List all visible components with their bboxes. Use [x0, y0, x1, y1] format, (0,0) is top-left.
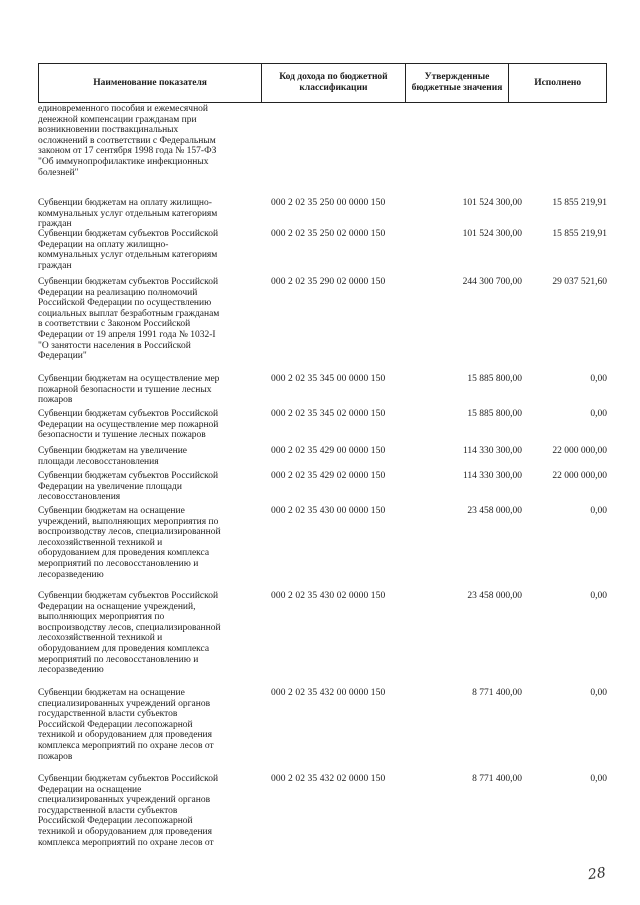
header-budget-code: Код дохода по бюджетной классификации: [262, 64, 406, 102]
row-budget-code: 000 2 02 35 429 02 0000 150: [271, 471, 386, 481]
table-body: [38, 104, 607, 854]
table-row: [38, 688, 607, 774]
row-executed-value: 15 855 219,91: [552, 198, 607, 208]
row-executed-value: 0,00: [590, 591, 607, 601]
row-executed-value: 0,00: [590, 774, 607, 784]
row-executed-value: 0,00: [590, 374, 607, 384]
row-indicator-name: Субвенции бюджетам на оплату жилищно- коммунальных услуг отдельным категориям граждан: [38, 198, 218, 230]
row-budget-code: 000 2 02 35 250 00 0000 150: [271, 198, 386, 208]
table-row: [38, 374, 607, 409]
row-executed-value: 0,00: [590, 409, 607, 419]
table-header: [38, 63, 607, 103]
header-indicator-name: Наименование показателя: [39, 64, 262, 102]
table-row: [38, 446, 607, 471]
table-row: [38, 591, 607, 688]
row-budget-code: 000 2 02 35 432 02 0000 150: [271, 774, 386, 784]
table-row: [38, 229, 607, 277]
row-executed-value: 0,00: [590, 506, 607, 516]
table-row: [38, 198, 607, 229]
row-executed-value: 0,00: [590, 688, 607, 698]
header-approved-values: Утвержденные бюджетные значения: [406, 64, 510, 102]
row-indicator-name: Субвенции бюджетам на осуществление мер пожарной безопасности и тушение лесных пожаров: [38, 374, 220, 406]
row-approved-value: 15 885 800,00: [467, 374, 522, 384]
row-approved-value: 101 524 300,00: [462, 229, 522, 239]
table-row: [38, 277, 607, 374]
table-row: [38, 409, 607, 446]
row-indicator-name: Субвенции бюджетам субъектов Российской Федерации на реализацию полномочий Российской Федерации по осуществлению социальных выплат безработным гражданам в соответствии с Законом Российской Федерации от 19 апреля 1991 года № 1032-I "О занятости населения в Российской Федерации": [38, 277, 220, 362]
row-indicator-name: Субвенции бюджетам на оснащение специализированных учреждений органов государственной власти субъектов Российской Федерации лесопожарной техникой и оборудованием для проведения комплекса мероприятий по охране лесов от пожаров: [38, 688, 214, 762]
row-approved-value: 15 885 800,00: [467, 409, 522, 419]
row-indicator-name: Субвенции бюджетам субъектов Российской Федерации на оплату жилищно- коммунальных услуг отдельным категориям граждан: [38, 229, 219, 271]
row-approved-value: 23 458 000,00: [467, 506, 522, 516]
row-indicator-name: Субвенции бюджетам субъектов Российской Федерации на оснащение учреждений, выполняющих мероприятия по воспроизводству лесов, специализированной лесохозяйственной техникой и оборудованием для проведения комплекса мероприятий по лесовосстановлению и лесоразведению: [38, 591, 221, 676]
row-budget-code: 000 2 02 35 432 00 0000 150: [271, 688, 386, 698]
row-approved-value: 23 458 000,00: [467, 591, 522, 601]
row-budget-code: 000 2 02 35 429 00 0000 150: [271, 446, 386, 456]
row-executed-value: 22 000 000,00: [552, 471, 607, 481]
table-row: [38, 506, 607, 591]
row-indicator-name: Субвенции бюджетам на увеличение площади лесовосстановления: [38, 446, 187, 467]
row-indicator-name: Субвенции бюджетам субъектов Российской Федерации на увеличение площади лесовосстановления: [38, 471, 219, 503]
row-approved-value: 8 771 400,00: [472, 774, 522, 784]
row-budget-code: 000 2 02 35 430 02 0000 150: [271, 591, 386, 601]
row-approved-value: 244 300 700,00: [462, 277, 522, 287]
row-indicator-name: Субвенции бюджетам субъектов Российской Федерации на оснащение специализированных учреждений органов государственной власти субъектов Российской Федерации лесопожарной техникой и оборудованием для проведения комплекса мероприятий по охране лесов от: [38, 774, 219, 848]
row-budget-code: 000 2 02 35 430 00 0000 150: [271, 506, 386, 516]
table-row: [38, 104, 607, 198]
row-budget-code: 000 2 02 35 345 00 0000 150: [271, 374, 386, 384]
row-executed-value: 22 000 000,00: [552, 446, 607, 456]
row-approved-value: 114 330 300,00: [462, 446, 522, 456]
row-budget-code: 000 2 02 35 290 02 0000 150: [271, 277, 386, 287]
row-budget-code: 000 2 02 35 345 02 0000 150: [271, 409, 386, 419]
page-number: 28: [586, 864, 607, 884]
row-approved-value: 114 330 300,00: [462, 471, 522, 481]
table-row: [38, 774, 607, 854]
row-executed-value: 15 855 219,91: [552, 229, 607, 239]
row-approved-value: 8 771 400,00: [472, 688, 522, 698]
header-executed: Исполнено: [534, 77, 582, 88]
row-budget-code: 000 2 02 35 250 02 0000 150: [271, 229, 386, 239]
row-executed-value: 29 037 521,60: [552, 277, 607, 287]
row-indicator-name: единовременного пособия и ежемесячной денежной компенсации гражданам при возникновении поствакцинальных осложнений в соответствии с Федеральным законом от 17 сентября 1998 года № 157-ФЗ "Об иммунопрофилактике инфекционных болезней": [38, 104, 217, 178]
row-indicator-name: Субвенции бюджетам субъектов Российской Федерации на осуществление мер пожарной безопасности и тушение лесных пожаров: [38, 409, 219, 441]
row-indicator-name: Субвенции бюджетам на оснащение учреждений, выполняющих мероприятия по воспроизводству лесов, специализированной лесохозяйственной техникой и оборудованием для проведения комплекса мероприятий по лесовосстановлению и лесоразведению: [38, 506, 221, 580]
table-row: [38, 471, 607, 506]
row-approved-value: 101 524 300,00: [462, 198, 522, 208]
